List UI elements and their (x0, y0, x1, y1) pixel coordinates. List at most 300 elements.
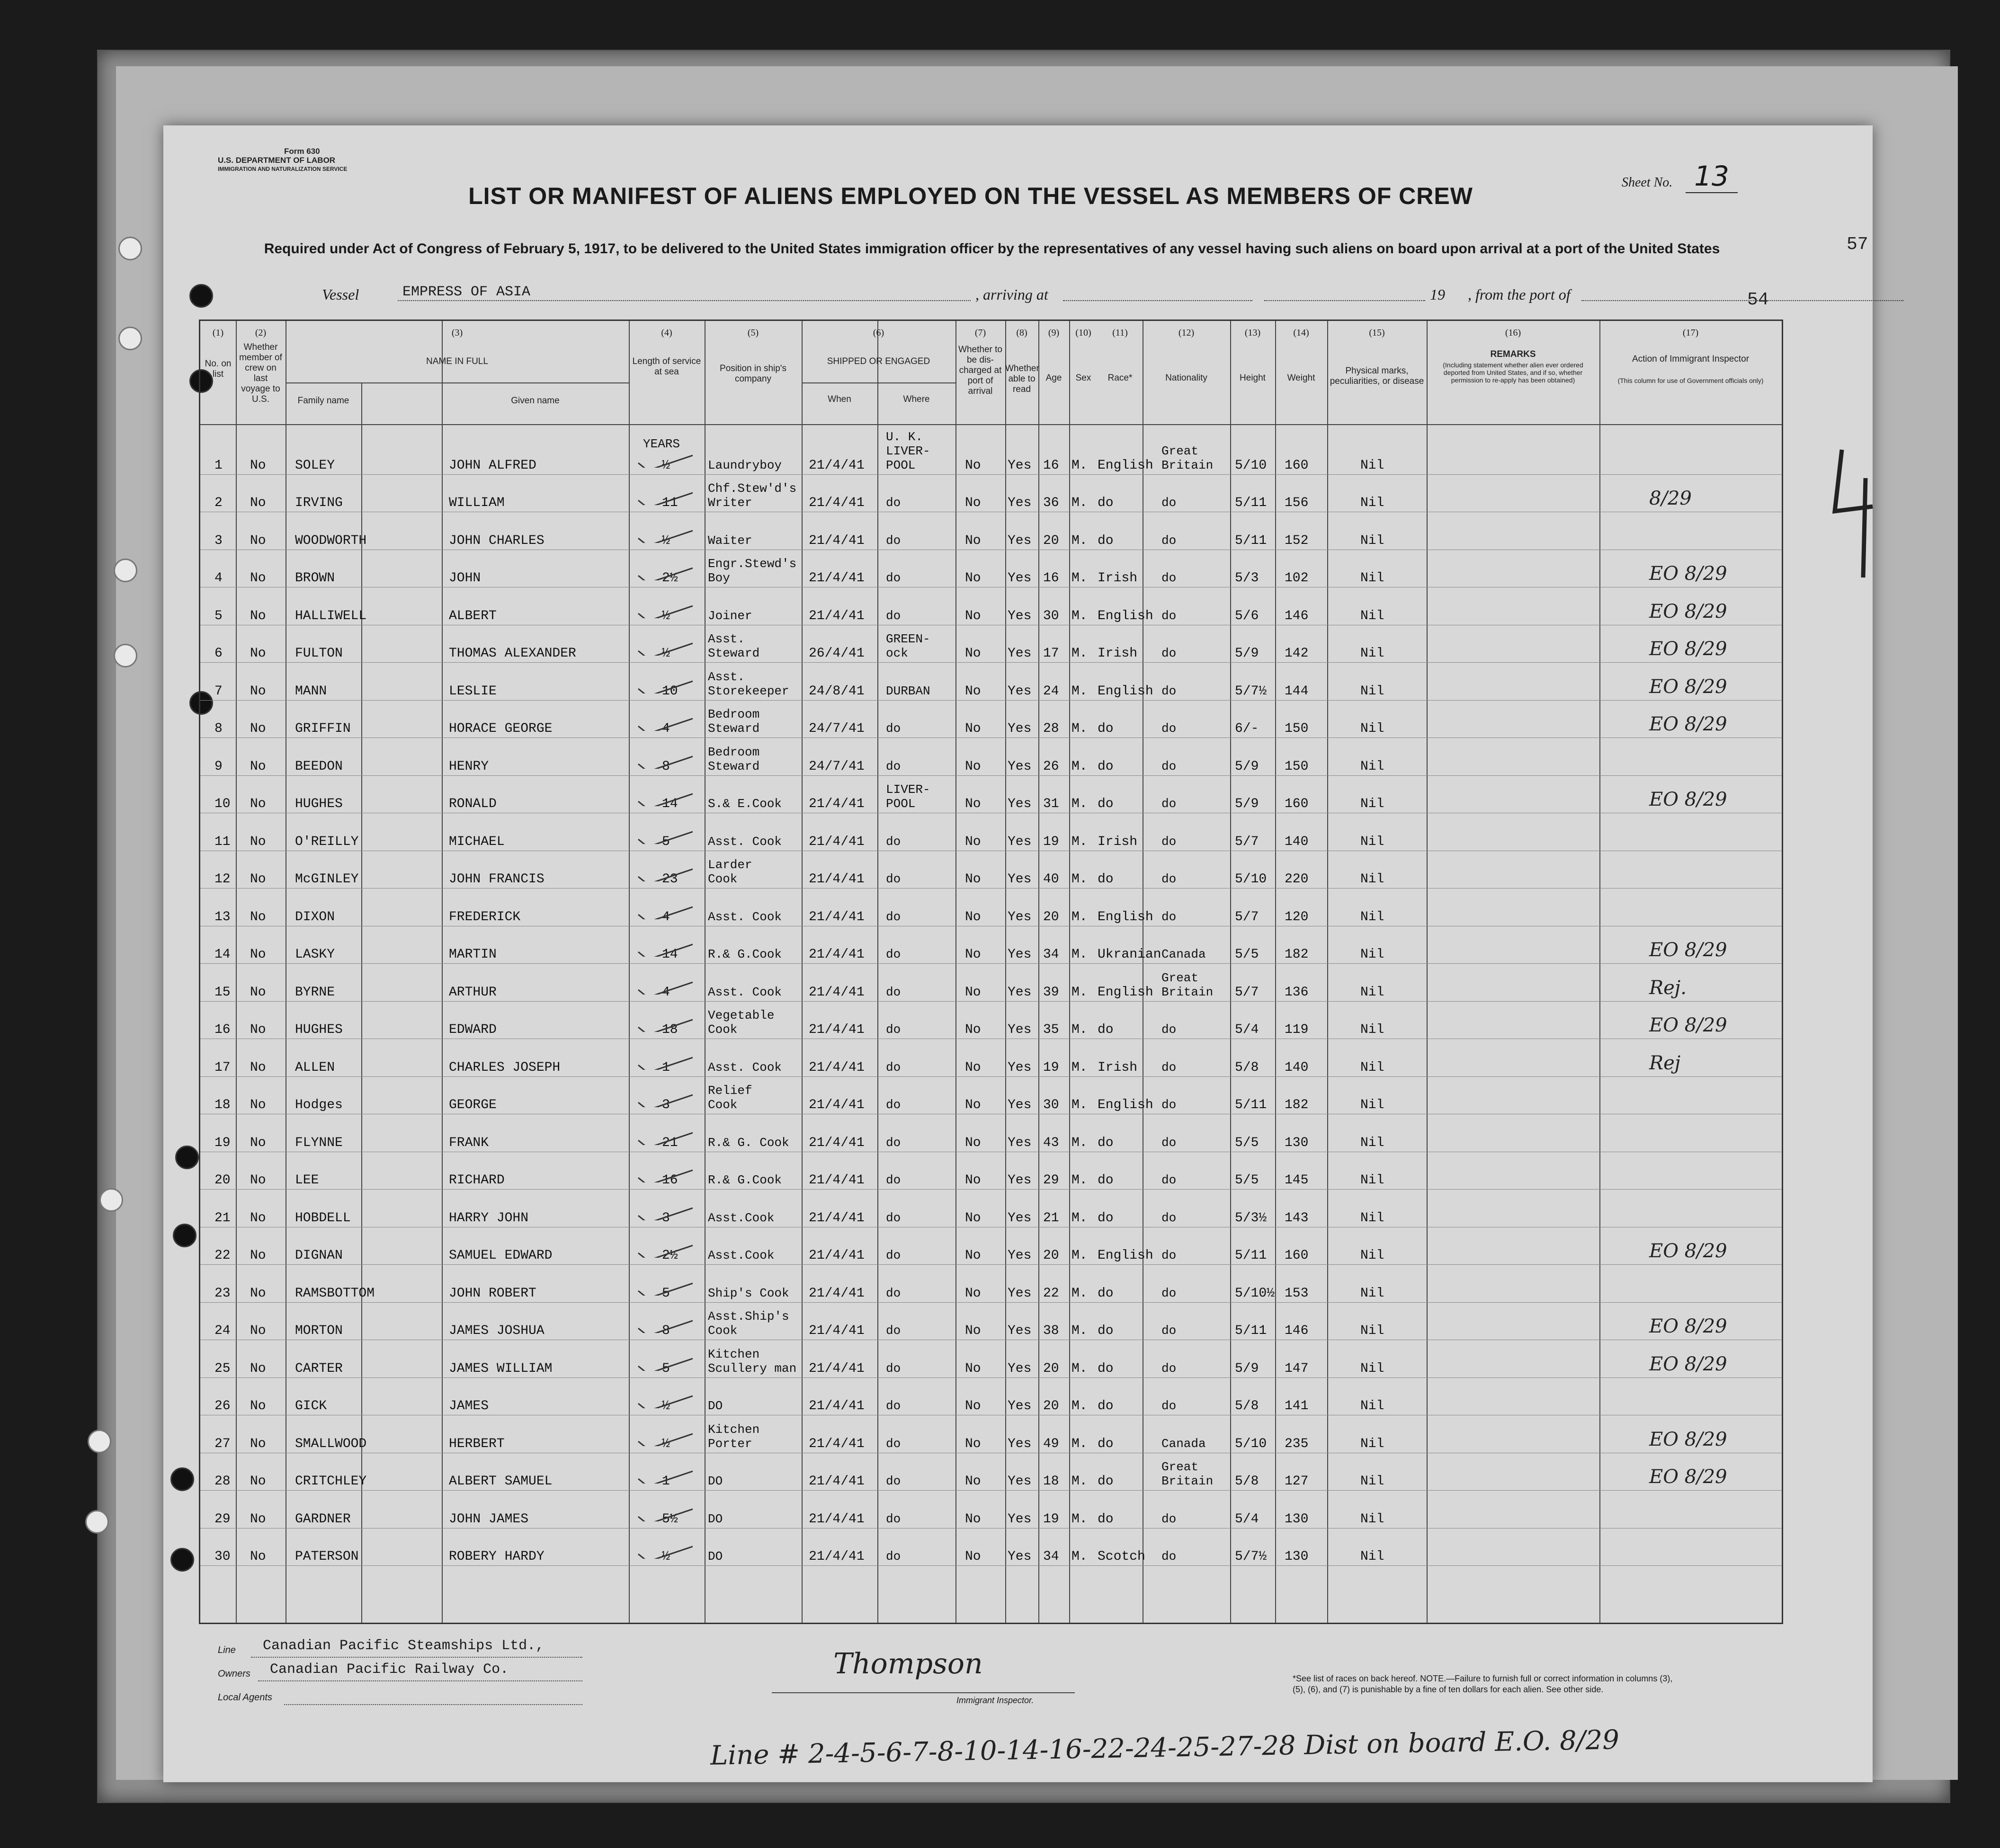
row-sex: M. (1071, 1022, 1088, 1037)
row-read: Yes (1008, 1511, 1032, 1527)
service-check-mark (636, 1469, 693, 1484)
header-physical: Physical marks, peculiarities, or disease (1330, 366, 1424, 386)
service-check-mark (636, 1168, 693, 1182)
row-action: EO 8/29 (1649, 1466, 1727, 1488)
row-where: do (886, 872, 901, 886)
vessel-line (322, 284, 1766, 308)
row-where: do (886, 1549, 901, 1564)
row-given-name: FREDERICK (449, 909, 521, 924)
header-position: Position in ship's company (720, 364, 786, 384)
row-when: 21/4/41 (809, 1286, 865, 1301)
row-position: DO (708, 1549, 723, 1564)
row-weight: 120 (1285, 909, 1309, 924)
row-age: 30 (1043, 608, 1059, 623)
row-length-service: 5 (662, 1286, 670, 1301)
row-position: Kitchen Scullery man (708, 1347, 797, 1376)
col-num-9: (9) (1048, 328, 1060, 338)
row-discharged: No (965, 985, 981, 1000)
row-length-service: 23 (662, 872, 678, 887)
row-discharged: No (965, 1361, 981, 1376)
row-number: 28 (214, 1474, 231, 1489)
row-discharged: No (965, 1022, 981, 1037)
row-family-name: CRITCHLEY (295, 1474, 367, 1489)
row-nationality: do (1161, 1060, 1177, 1075)
row-height: 5/4 (1235, 1022, 1259, 1037)
row-sex: M. (1071, 985, 1088, 1000)
row-length-service: ½ (662, 646, 670, 661)
row-age: 34 (1043, 1549, 1059, 1564)
service-check-mark (636, 679, 693, 693)
row-nationality: do (1161, 533, 1177, 548)
row-discharged: No (965, 571, 981, 586)
row-age: 35 (1043, 1022, 1059, 1037)
row-given-name: MICHAEL (449, 834, 505, 849)
row-nationality: Canada (1161, 1436, 1206, 1451)
service-check-mark (636, 1357, 693, 1371)
row-where: do (886, 759, 901, 773)
col-num-13: (13) (1244, 328, 1261, 338)
row-length-service: ½ (662, 533, 670, 548)
row-height: 5/10½ (1235, 1286, 1275, 1301)
row-height: 5/7 (1235, 985, 1259, 1000)
row-sex: M. (1071, 646, 1088, 661)
row-height: 5/3½ (1235, 1210, 1267, 1226)
row-height: 5/7 (1235, 909, 1259, 924)
line-value: Canadian Pacific Steamships Ltd., (263, 1638, 545, 1654)
row-length-service: 5½ (662, 1511, 678, 1527)
row-number: 11 (214, 834, 231, 849)
row-age: 43 (1043, 1135, 1059, 1150)
row-family-name: MANN (295, 684, 327, 699)
service-check-mark (636, 1281, 693, 1296)
row-member: No (250, 1436, 266, 1451)
header-remarks: REMARKS (1490, 349, 1536, 359)
row-sex: M. (1071, 1210, 1088, 1226)
row-when: 21/4/41 (809, 797, 865, 811)
service-check-mark (636, 1432, 693, 1446)
header-length-service: Length of service at sea (632, 356, 701, 377)
row-age: 19 (1043, 1060, 1059, 1075)
row-action: Rej. (1649, 977, 1687, 999)
row-length-service: 4 (662, 909, 670, 924)
row-age: 20 (1043, 533, 1059, 548)
row-nationality: do (1161, 1361, 1177, 1376)
row-member: No (250, 721, 266, 736)
header-height: Height (1240, 373, 1266, 383)
row-sex: M. (1071, 1399, 1088, 1413)
row-when: 21/4/41 (809, 571, 865, 586)
col-num-14: (14) (1293, 328, 1309, 338)
row-when: 21/4/41 (809, 1022, 865, 1037)
row-family-name: FULTON (295, 646, 343, 661)
header-whether-member: Whether member of crew on last voyage to U.S. (239, 342, 282, 404)
row-read: Yes (1008, 533, 1032, 548)
row-physical: Nil (1360, 1436, 1384, 1451)
row-weight: 141 (1285, 1399, 1309, 1413)
row-race: do (1098, 1210, 1114, 1226)
row-sex: M. (1071, 533, 1088, 548)
row-family-name: IRVING (295, 496, 343, 510)
row-sex: M. (1071, 721, 1088, 736)
row-length-service: ½ (662, 458, 670, 473)
row-when: 26/4/41 (809, 646, 865, 661)
row-length-service: 8 (662, 759, 670, 774)
row-given-name: ROBERY HARDY (449, 1549, 545, 1564)
row-member: No (250, 608, 266, 623)
row-number: 18 (214, 1098, 231, 1112)
row-where: GREEN- ock (886, 632, 930, 660)
service: IMMIGRATION AND NATURALIZATION SERVICE (218, 166, 348, 172)
row-nationality: do (1161, 721, 1177, 736)
row-action: EO 8/29 (1649, 563, 1727, 585)
row-race: do (1098, 1324, 1114, 1338)
row-divider (200, 1302, 1782, 1303)
row-number: 9 (214, 759, 223, 774)
row-discharged: No (965, 1060, 981, 1075)
row-race: do (1098, 1022, 1114, 1037)
row-given-name: WILLIAM (449, 496, 505, 510)
row-position: Asst. Cook (708, 909, 782, 924)
row-number: 3 (214, 533, 223, 548)
row-discharged: No (965, 1549, 981, 1564)
row-physical: Nil (1360, 571, 1384, 586)
row-sex: M. (1071, 1060, 1088, 1075)
row-when: 21/4/41 (809, 1248, 865, 1263)
row-discharged: No (965, 1173, 981, 1188)
row-given-name: FRANK (449, 1135, 489, 1150)
row-member: No (250, 909, 266, 924)
row-member: No (250, 1173, 266, 1188)
row-nationality: do (1161, 571, 1177, 585)
row-height: 5/11 (1235, 533, 1267, 548)
row-sex: M. (1071, 909, 1088, 924)
row-where: do (886, 1474, 901, 1488)
row-divider (200, 700, 1782, 701)
row-position: Vegetable Cook (708, 1008, 775, 1037)
service-check-mark (636, 529, 693, 543)
row-action: EO 8/29 (1649, 1240, 1727, 1262)
row-when: 21/4/41 (809, 1060, 865, 1075)
row-age: 18 (1043, 1474, 1059, 1489)
row-family-name: FLYNNE (295, 1135, 343, 1150)
row-physical: Nil (1360, 759, 1384, 774)
row-position: R.& G. Cook (708, 1135, 789, 1150)
row-position: R.& G.Cook (708, 1173, 782, 1187)
row-action: EO 8/29 (1649, 789, 1727, 810)
row-when: 21/4/41 (809, 1173, 865, 1188)
row-sex: M. (1071, 458, 1088, 473)
col-num-4: (4) (661, 328, 672, 338)
row-read: Yes (1008, 759, 1032, 774)
row-position: Chf.Stew'd's Writer (708, 481, 797, 510)
row-physical: Nil (1360, 797, 1384, 811)
row-number: 16 (214, 1022, 231, 1037)
row-member: No (250, 1022, 266, 1037)
row-number: 21 (214, 1210, 231, 1226)
row-physical: Nil (1360, 1060, 1384, 1075)
header-race: Race* (1107, 373, 1133, 383)
row-action: EO 8/29 (1649, 600, 1727, 622)
row-physical: Nil (1360, 909, 1384, 924)
row-race: do (1098, 1399, 1114, 1413)
row-member: No (250, 1098, 266, 1112)
row-nationality: do (1161, 1286, 1177, 1300)
row-length-service: 14 (662, 797, 678, 811)
row-age: 22 (1043, 1286, 1059, 1301)
row-divider (200, 1377, 1782, 1378)
service-check-mark (636, 980, 693, 995)
row-divider (200, 1490, 1782, 1491)
row-physical: Nil (1360, 646, 1384, 661)
header-sex: Sex (1075, 373, 1091, 383)
local-agents-underline (284, 1704, 582, 1705)
row-sex: M. (1071, 872, 1088, 887)
row-height: 5/9 (1235, 646, 1259, 661)
row-read: Yes (1008, 1549, 1032, 1564)
row-sex: M. (1071, 1248, 1088, 1263)
row-read: Yes (1008, 797, 1032, 811)
row-member: No (250, 1324, 266, 1338)
arriving-label: , arriving at (975, 286, 1048, 303)
row-sex: M. (1071, 1098, 1088, 1112)
row-discharged: No (965, 721, 981, 736)
row-given-name: JAMES WILLIAM (449, 1361, 553, 1376)
row-weight: 130 (1285, 1549, 1309, 1564)
row-number: 20 (214, 1173, 231, 1188)
page-punch-hole (170, 1548, 194, 1572)
row-number: 7 (214, 684, 223, 699)
row-discharged: No (965, 1436, 981, 1451)
row-divider (200, 1565, 1782, 1566)
row-weight: 119 (1285, 1022, 1309, 1037)
row-when: 21/4/41 (809, 608, 865, 623)
row-weight: 235 (1285, 1436, 1309, 1451)
row-where: do (886, 1286, 901, 1300)
row-where: LIVER- POOL (886, 782, 930, 811)
row-physical: Nil (1360, 1361, 1384, 1376)
row-where: do (886, 1210, 901, 1225)
row-weight: 182 (1285, 1098, 1309, 1112)
row-length-service: ½ (662, 1436, 670, 1451)
row-where: do (886, 1361, 901, 1376)
row-number: 4 (214, 571, 223, 586)
header-when: When (828, 394, 851, 404)
binder-hole (114, 644, 137, 667)
header-no-on-list: No. on list (205, 359, 232, 379)
row-number: 14 (214, 947, 231, 962)
row-number: 2 (214, 496, 223, 510)
row-member: No (250, 1361, 266, 1376)
row-read: Yes (1008, 834, 1032, 849)
vessel-name: EMPRESS OF ASIA (402, 284, 531, 300)
row-position: Bedroom Steward (708, 707, 760, 736)
row-number: 10 (214, 797, 231, 811)
margin-handwritten-mark (1828, 440, 1884, 582)
row-number: 15 (214, 985, 231, 1000)
row-member: No (250, 571, 266, 586)
row-discharged: No (965, 834, 981, 849)
row-age: 39 (1043, 985, 1059, 1000)
row-position: Asst. Cook (708, 834, 782, 849)
row-weight: 142 (1285, 646, 1309, 661)
row-number: 12 (214, 872, 231, 887)
col-num-10: (10) (1075, 328, 1091, 338)
row-member: No (250, 496, 266, 510)
row-weight: 150 (1285, 721, 1309, 736)
row-family-name: HUGHES (295, 1022, 343, 1037)
row-discharged: No (965, 1248, 981, 1263)
line-label: Line (218, 1645, 236, 1655)
row-number: 19 (214, 1135, 231, 1150)
row-height: 5/8 (1235, 1060, 1259, 1075)
row-given-name: JOHN ROBERT (449, 1286, 536, 1301)
row-number: 8 (214, 721, 223, 736)
row-age: 26 (1043, 759, 1059, 774)
row-read: Yes (1008, 1324, 1032, 1338)
service-check-mark (636, 1093, 693, 1107)
service-check-mark (636, 1319, 693, 1333)
row-member: No (250, 985, 266, 1000)
row-family-name: GICK (295, 1399, 327, 1413)
row-discharged: No (965, 1324, 981, 1338)
row-member: No (250, 1399, 266, 1413)
row-race: do (1098, 1511, 1114, 1527)
row-race: English (1098, 458, 1153, 473)
row-weight: 220 (1285, 872, 1309, 887)
row-physical: Nil (1360, 608, 1384, 623)
department: U.S. DEPARTMENT OF LABOR (218, 156, 336, 165)
row-number: 30 (214, 1549, 231, 1564)
row-height: 5/5 (1235, 1135, 1259, 1150)
row-age: 19 (1043, 834, 1059, 849)
header-name-in-full: NAME IN FULL (426, 356, 488, 366)
row-position: Asst.Cook (708, 1248, 775, 1262)
row-divider (200, 775, 1782, 776)
row-physical: Nil (1360, 1022, 1384, 1037)
row-number: 24 (214, 1324, 231, 1338)
row-length-service: 8 (662, 1324, 670, 1338)
header-family-name: Family name (297, 396, 349, 406)
row-nationality: do (1161, 1173, 1177, 1187)
row-discharged: No (965, 533, 981, 548)
row-family-name: Hodges (295, 1098, 343, 1112)
row-read: Yes (1008, 1022, 1032, 1037)
row-where: do (886, 1436, 901, 1451)
row-position: Kitchen Porter (708, 1422, 760, 1451)
row-physical: Nil (1360, 1474, 1384, 1489)
row-position: R.& G.Cook (708, 947, 782, 961)
row-family-name: MORTON (295, 1324, 343, 1338)
row-age: 30 (1043, 1098, 1059, 1112)
row-age: 29 (1043, 1173, 1059, 1188)
header-remarks-sub: (Including statement whether alien ever ordered deported from United States, and if so, whether permission to re-apply has been obtained) (1443, 361, 1583, 384)
row-height: 5/10 (1235, 1436, 1267, 1451)
row-length-service: ½ (662, 1399, 670, 1413)
page-subtitle: Required under Act of Congress of February 5, 1917, to be delivered to the United States immigration officer by the representatives of any vessel having such aliens on board upon arrival at a port of the United States (264, 241, 1720, 257)
header-where: Where (903, 394, 930, 404)
row-family-name: LASKY (295, 947, 335, 962)
row-physical: Nil (1360, 834, 1384, 849)
row-nationality: Canada (1161, 947, 1206, 961)
binder-hole (118, 237, 142, 260)
form-header (218, 147, 347, 174)
row-read: Yes (1008, 1173, 1032, 1188)
row-given-name: JOHN JAMES (449, 1511, 529, 1527)
service-check-mark (636, 641, 693, 656)
row-when: 21/4/41 (809, 1098, 865, 1112)
row-read: Yes (1008, 458, 1032, 473)
row-sex: M. (1071, 571, 1088, 586)
row-position: Asst. Storekeeper (708, 669, 789, 698)
row-position: Larder Cook (708, 858, 752, 886)
header-action-sub: (This column for use of Government officials only) (1617, 377, 1764, 384)
row-weight: 147 (1285, 1361, 1309, 1376)
row-age: 16 (1043, 458, 1059, 473)
row-number: 6 (214, 646, 223, 661)
row-nationality: do (1161, 646, 1177, 660)
row-given-name: CHARLES JOSEPH (449, 1060, 561, 1075)
row-length-service: 1 (662, 1060, 670, 1075)
row-discharged: No (965, 872, 981, 887)
row-position: DO (708, 1511, 723, 1526)
row-given-name: GEORGE (449, 1098, 497, 1112)
col-num-16: (16) (1505, 328, 1521, 338)
row-member: No (250, 1511, 266, 1527)
row-where: do (886, 1060, 901, 1075)
row-nationality: do (1161, 797, 1177, 811)
row-sex: M. (1071, 1549, 1088, 1564)
row-physical: Nil (1360, 496, 1384, 510)
row-where: do (886, 608, 901, 623)
row-sex: M. (1071, 684, 1088, 699)
row-where: do (886, 1399, 901, 1413)
row-height: 5/9 (1235, 797, 1259, 811)
row-sex: M. (1071, 608, 1088, 623)
row-weight: 130 (1285, 1511, 1309, 1527)
row-action: EO 8/29 (1649, 1014, 1727, 1036)
row-given-name: THOMAS ALEXANDER (449, 646, 576, 661)
row-weight: 143 (1285, 1210, 1309, 1226)
row-nationality: do (1161, 684, 1177, 698)
row-when: 21/4/41 (809, 1324, 865, 1338)
service-check-mark (636, 1018, 693, 1032)
row-where: do (886, 985, 901, 999)
service-check-mark (636, 1545, 693, 1559)
row-where: DURBAN (886, 684, 930, 698)
row-where: do (886, 947, 901, 961)
row-given-name: LESLIE (449, 684, 497, 699)
row-read: Yes (1008, 909, 1032, 924)
row-age: 20 (1043, 1361, 1059, 1376)
row-length-service: 2½ (662, 1248, 678, 1263)
row-weight: 150 (1285, 759, 1309, 774)
row-age: 49 (1043, 1436, 1059, 1451)
row-number: 29 (214, 1511, 231, 1527)
row-age: 40 (1043, 872, 1059, 887)
row-given-name: JOHN (449, 571, 481, 586)
row-when: 21/4/41 (809, 1399, 865, 1413)
row-read: Yes (1008, 1286, 1032, 1301)
row-physical: Nil (1360, 1098, 1384, 1112)
row-where: do (886, 834, 901, 849)
row-given-name: JOHN CHARLES (449, 533, 545, 548)
row-age: 17 (1043, 646, 1059, 661)
row-position: Waiter (708, 533, 752, 548)
row-discharged: No (965, 496, 981, 510)
row-race: English (1098, 1248, 1153, 1263)
row-family-name: BEEDON (295, 759, 343, 774)
row-number: 26 (214, 1399, 231, 1413)
